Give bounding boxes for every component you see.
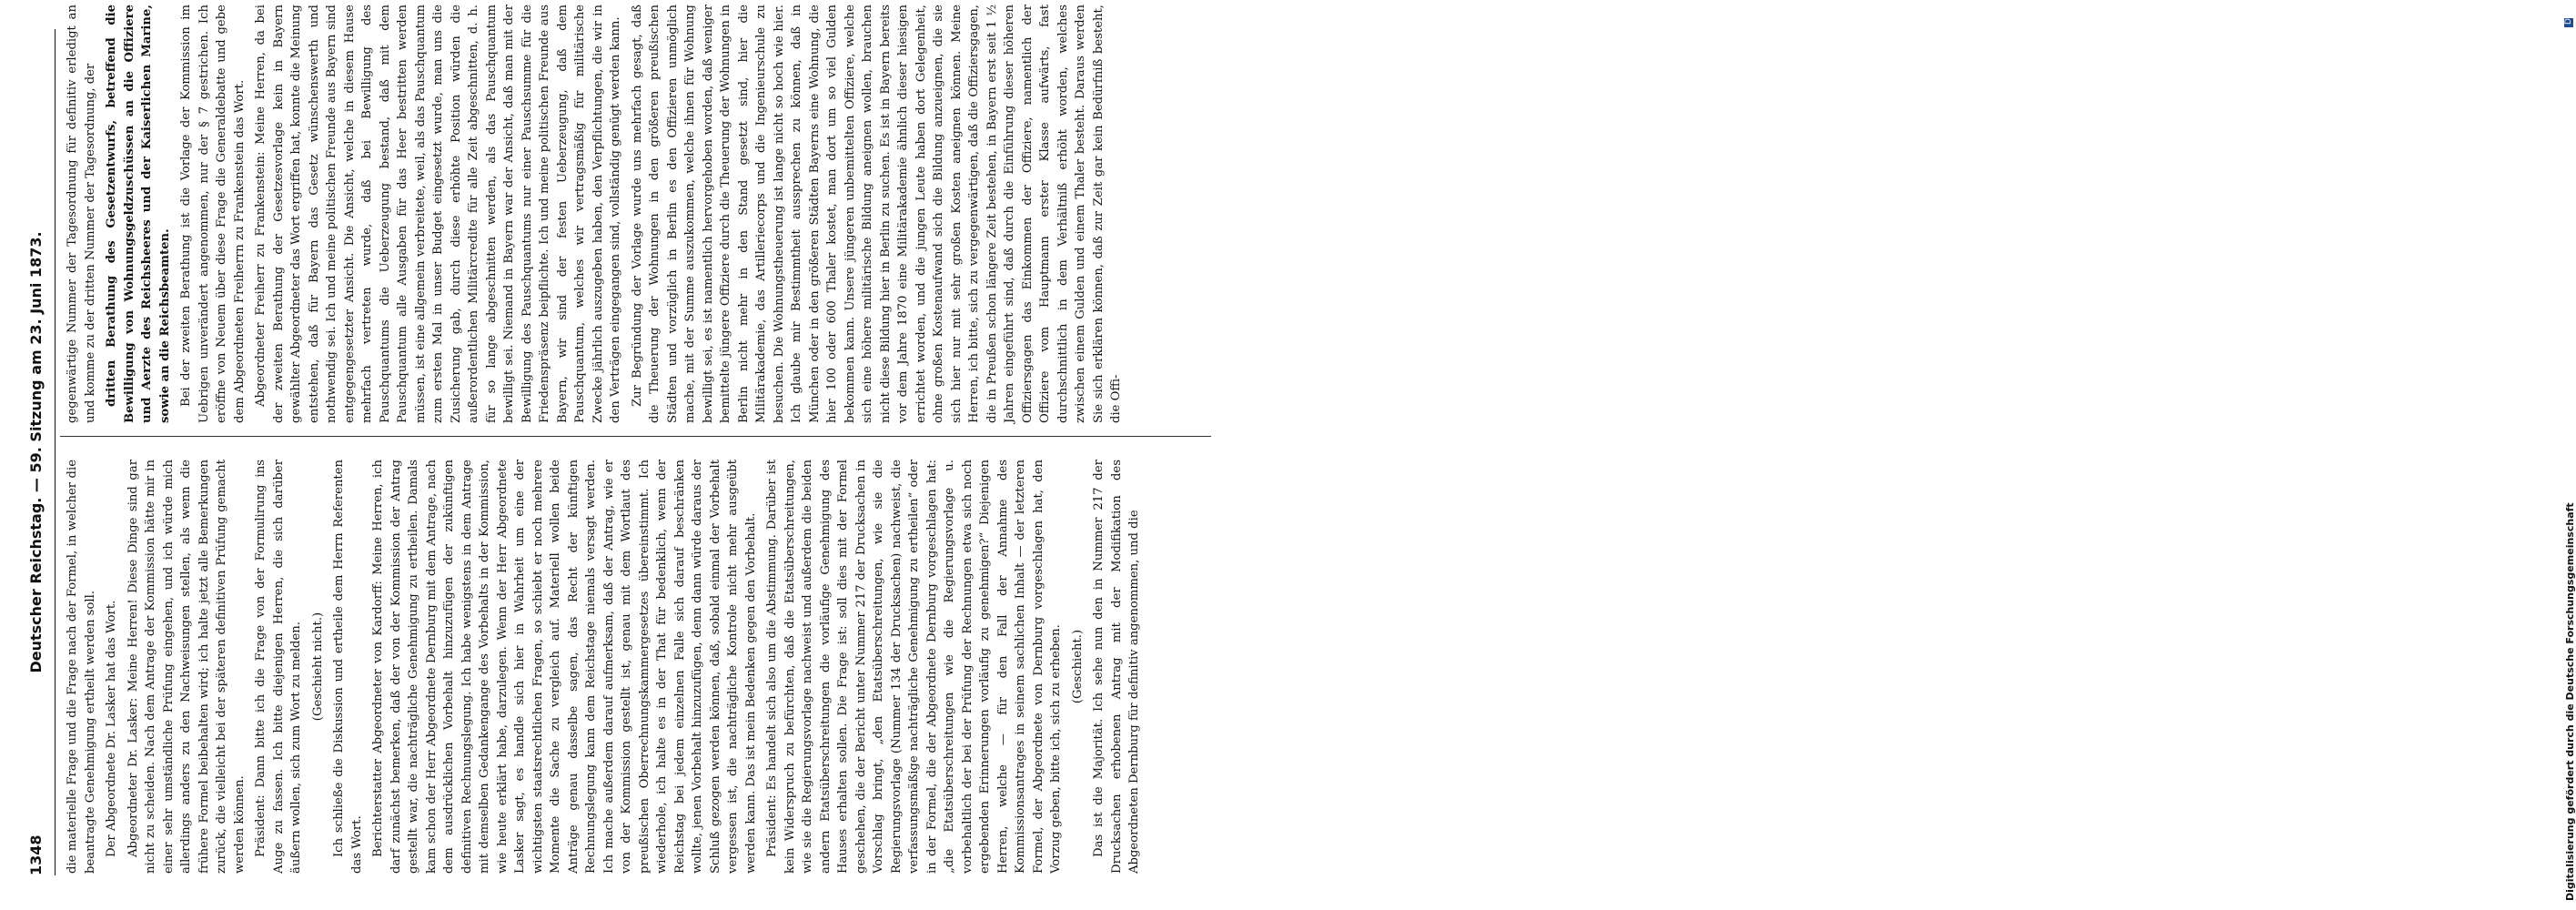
running-head bbox=[27, 29, 51, 875]
column-divider bbox=[60, 436, 1211, 437]
paragraph: Bei der zweiten Berathung ist die Vorlage der Kommission im Uebrigen unverändert angenommen, nur der § 7 gestrichen. Ich eröffne von Neuem über diese Frage die Generaldebatte und gebe dem Abgeordneten Freiherrn zu Frankenstein das Wort. bbox=[179, 5, 247, 423]
paragraph: Der Abgeordnete Dr. Lasker hat das Wort. bbox=[105, 600, 118, 857]
page-title: Deutscher Reichstag. — 59. Sitzung am 23. Juni 1873. bbox=[27, 231, 45, 673]
paragraph: Das ist die Majorität. Ich sehe nun den in Nummer 217 der Drucksachen erhobenen Antrag mit der Modifikation des Abgeordneten Dernburg für definitiv angenommen, und die bbox=[1092, 460, 1141, 874]
paragraph: Zur Begründung der Vorlage wurde uns mehrfach gesagt, daß die Theuerung der Wohnungen in den größeren preußischen Städten und vorzüglich in Berlin es den Offizieren unmöglich mache, mit der Summe auszukommen, welche ihnen für Wohnung bewilligt sei, es ist namentlich hervorgehoben worden, daß weniger bemittelte jüngere Offiziere durch die Theuerung der Wohnungen in Berlin nicht mehr in den Stand gesetzt sind, hier die Militärakademie, das Artilleriecorps und die Ingenieurschule zu besuchen. Die Wohnungstheuerung ist lange nicht so hoch wie hier. Ich glaube mir Bestimmtheit aussprechen zu können, daß in München oder in den größeren Städten Bayerns eine Wohnung, die hier 100 oder 600 Thaler kostet, man dort um so viel Gulden bekommen kann. Unsere jüngeren unbemittelten Offiziere, welche sich eine höhere militärische Bildung aneignen wollen, brauchen nicht diese Bildung hier in Berlin zu suchen. Es ist in Bayern bereits vor dem Jahre 1870 eine Militärakademie ähnlich dieser hiesigen errichtet worden, und die jungen Leute haben dort Gelegenheit, ohne großen Kostenaufwand sich die Bildung anzueignen, die sie sich hier nur mit sehr großen Kosten aneignen können. Meine Herren, ich bitte, sich zu vergegenwärtigen, daß die Offiziersgagen, die in Preußen schon längere Zeit bestehen, in Bayern erst seit 1 ½ Jahren eingeführt sind, daß durch die Einführung dieser höheren Offiziersgagen das Einkommen der Offiziere, namentlich der Offiziere vom Hauptmann erster Klasse aufwärts, fast durchschnittlich in dem Verhältniß erhöht worden, welches zwischen einem Gulden und einem Thaler besteht. Daraus werden Sie sich erklären können, daß zur Zeit gar kein Bedürfniß besteht, die Offi- bbox=[630, 5, 1123, 423]
paragraph: Abgeordneter Dr. Lasker: Meine Herren! Diese Dinge sind gar nicht zu scheiden. Nach dem Antrage der Kommission hätte mir in einer sehr umständliche Prüfung eingehen, und ich würde mich allerdings anders zu den Nachweisungen stellen, als wenn die frühere Formel beibehalten wird; ich halte jetzt alle Bemerkungen zurück, die vielleicht bei der späteren definitiven Prüfung gemacht werden können. bbox=[126, 460, 247, 874]
paragraph: die materielle Frage und die Frage nach der Formel, in welcher die beantragte Genehmigung ertheilt werden soll. bbox=[66, 460, 97, 874]
left-column bbox=[64, 460, 1147, 874]
header-rule bbox=[55, 29, 56, 875]
paragraph: Berichterstatter Abgeordneter von Kardorff: Meine Herren, ich darf zunächst bemerken, daß der von der Kommission der Antrag gestellt war, die nachträgliche Genehmigung zu ertheilen. Damals kam schon der Herr Abgeordnete Dernburg mit dem Antrage, nach dem ausdrücklichen Vorbehalt hinzuzufügen der zukünftigen definitiven Rechnungslegung. Ich habe wenigstens in dem Antrage mit demselben Gedankengange des Vorbehalts in der Kommission, wie heute erklärt habe, darzulegen. Wenn der Herr Abgeordnete Lasker sagt, es handle sich hier in Wahrheit um eine der wichtigsten staatsrechtlichen Fragen, so schiebt er noch mehrere Momente die Sache zu vergleich auf. Materiell wollen beide Anträge genau dasselbe sagen, das Recht der künftigen Rechnungslegung kann dem Reichstage niemals versagt werden. Ich mache außerdem darauf aufmerksam, daß der Antrag, wie er von der Kommission gestellt ist, genau mit dem Wortlaut des preußischen Oberrechnungskammergesetzes übereinstimmt. Ich wiederhole, ich halte es in der That für bedenklich, wenn der Reichstag bei jedem einzelnen Falle sich darauf beschränken wollte, jenen Vorbehalt hinzuzufügen, denn dann würde daraus der Schluß gezogen werden können, daß, sobald einmal der Vorbehalt vergessen ist, die nachträgliche Kontrole nicht mehr ausgeübt werden kann. Das ist mein Bedenken gegen den Vorbehalt. bbox=[371, 460, 758, 874]
agenda-item-heading: dritten Berathung des Gesetzentwurfs, betreffend die Bewilligung von Wohnungsgeldzuschüssen an die Offiziere und Aerzte des Reichsheeres und der Kaiserlichen Marine, sowie an die Reichsbeamten. bbox=[105, 5, 172, 423]
paragraph: Ich schließe die Diskussion und ertheile dem Herrn Referenten das Wort. bbox=[332, 460, 364, 874]
digitization-credit bbox=[1274, 0, 2576, 910]
page-number: 1348 bbox=[27, 834, 45, 875]
credit-text: Digitalisierung gefördert durch die Deutsche Forschungsgemeinschaft bbox=[2564, 502, 2576, 901]
paragraph: (Geschieht.) bbox=[1070, 629, 1085, 704]
paragraph: Präsident: Dann bitte ich die Frage von der Formulirung ins Auge zu fassen. Ich bitte diejenigen Herren, die sich darüber äußern wollen, sich zum Wort zu melden. bbox=[254, 460, 303, 874]
paragraph: Präsident: Es handelt sich also um die Abstimmung. Darüber ist kein Widerspruch zu befürchten, daß die Etatsüberschreitungen, wie sie die Regierungsvorlage nachweist und außerdem die beiden andern Etatsüberschreitungen die vorläufige Genehmigung des Hauses erhalten sollen. Die Frage ist: soll dies mit der Formel geschehen, die der Bericht unter Nummer 217 der Drucksachen in Vorschlag bringt, „den Etatsüberschreitungen, wie sie die Regierungsvorlage (Nummer 134 der Drucksachen) nachweist, die verfassungsmäßige nachträgliche Genehmigung zu ertheilen“ oder in der Formel, die der Abgeordnete Dernburg vorgeschlagen hat: „die Etatsüberschreitungen wie die Regierungsvorlage u. vorbehaltlich der bei der Prüfung der Rechnungen etwa sich noch ergebenden Erinnerungen vorläufig zu genehmigen?“ Diejenigen Herren, welche — für den Fall der Annahme des Kommissionsantrages in seinem sachlichen Inhalt — der letzteren Formel, der Abgeordnete von Dernburg vorgeschlagen hat, den Vorzug geben, bitte ich, sich zu erheben. bbox=[765, 460, 1063, 874]
paragraph: Abgeordneter Freiherr zu Frankenstein: Meine Herren, da bei der zweiten Berathung der Gesetzesvorlage kein in Bayern gewählter Abgeordneter das Wort ergriffen hat, konnte die Meinung entstehen, daß für Bayern das Gesetz wünschenswerth und nothwendig sei. Ich und meine politischen Freunde aus Bayern sind entgegengesetzter Ansicht. Die Ansicht, welche in diesem Hause mehrfach vertreten wurde, daß bei Bewilligung des Pauschquantums die Ueberzeugung bestand, daß mit dem Pauschquantum alle Ausgaben für das Heer bestritten werden müssen, ist eine allgemein verbreitete, weil, als das Pauschquantum zum ersten Mal in unser Budget eingesetzt wurde, man uns die Zusicherung gab, durch diese erhöhte Position würden die außerordentlichen Militärcredite für alle Zeit abgeschnitten, d. h. für so lange abgeschnitten werden, als das Pauschquantum bewilligt sei. Niemand in Bayern war der Ansicht, daß man mit der Bewilligung des Pauschquantums nur einer Pauschsumme für die Friedenspräsenz beipflichte. Ich und meine politischen Freunde aus Bayern, wir sind der festen Ueberzeugung, daß dem Pauschquantum, welches wir vertragsmäßig für militärische Zwecke jährlich auszugeben haben, den Verpflichtungen, die wir in den Verträgen eingegangen sind, vollständig genügt werden kann. bbox=[254, 5, 622, 423]
right-column bbox=[64, 5, 1129, 423]
paragraph: gegenwärtige Nummer der Tagesordnung für definitiv erledigt an und komme zu der dritten Nummer der Tagesordnung, der bbox=[66, 5, 97, 423]
paragraph: (Geschieht nicht.) bbox=[310, 612, 325, 722]
dfg-logo: DFG bbox=[2564, 7, 2573, 36]
